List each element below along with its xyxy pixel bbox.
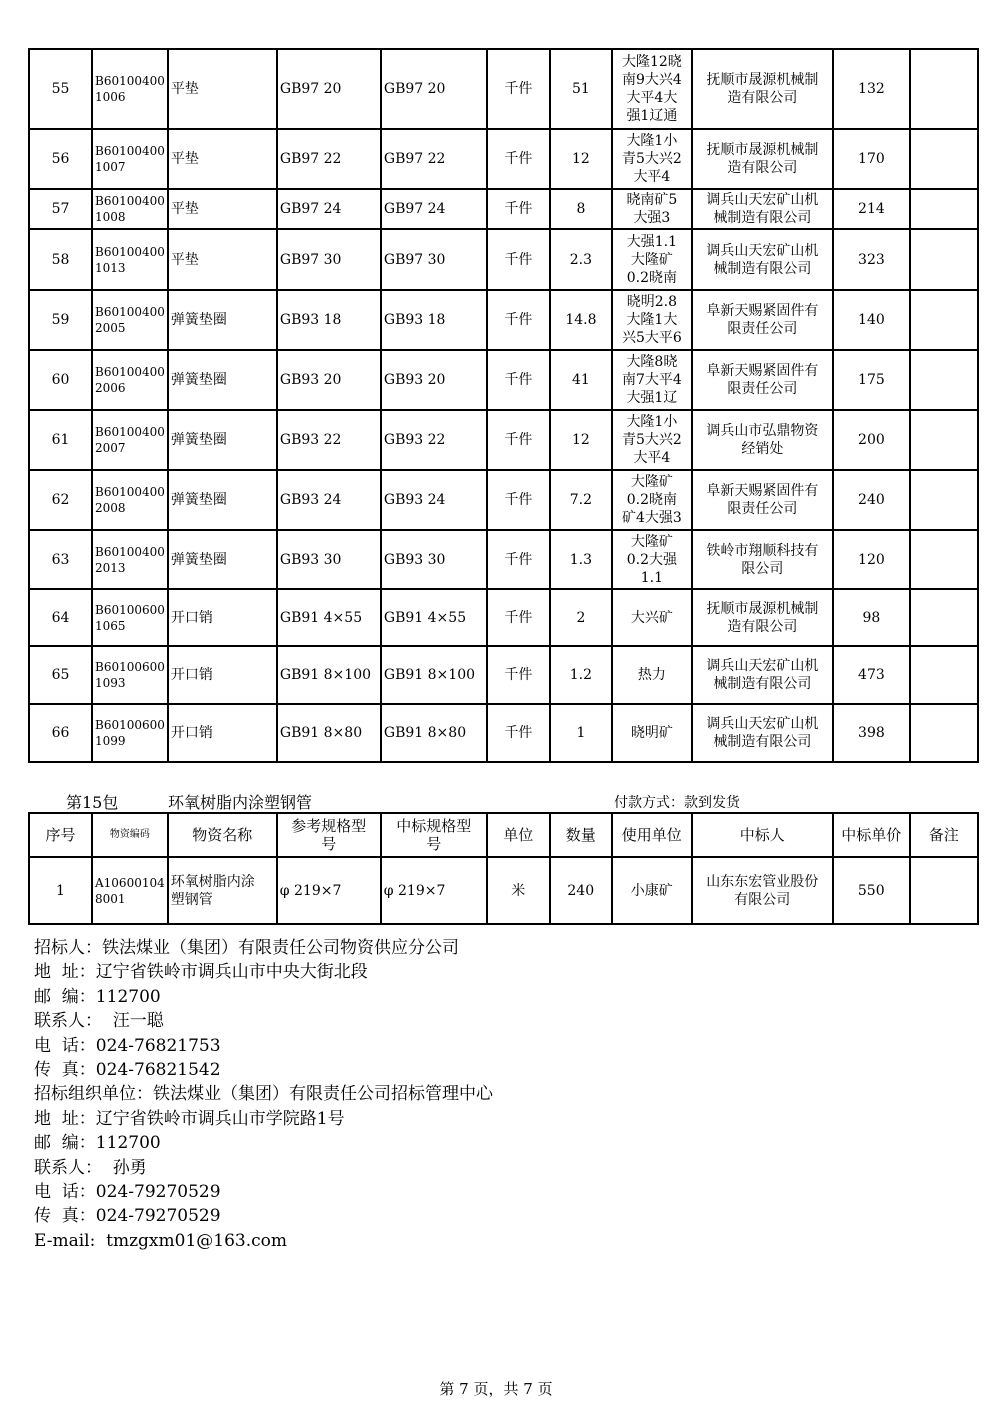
cell-unit: 千件 — [487, 530, 550, 589]
cell-ref: GB97 20 — [277, 49, 381, 129]
cell-note — [910, 470, 978, 530]
contact-line: 电 话：024-76821753 — [34, 1035, 221, 1056]
cell-unit: 千件 — [487, 410, 550, 470]
cell-unit: 千件 — [487, 350, 550, 410]
package-name: 环氧树脂内涂塑钢管 — [168, 793, 313, 812]
cell-name: 弹簧垫圈 — [168, 470, 277, 530]
cell-spec: GB91 8×80 — [381, 704, 487, 762]
cell-spec: GB97 22 — [381, 129, 487, 189]
cell-user: 小康矿 — [612, 857, 692, 924]
cell-spec: GB91 8×100 — [381, 646, 487, 704]
cell-qty: 12 — [550, 129, 612, 189]
payment-terms: 付款方式：款到发货 — [614, 795, 740, 811]
contact-line: 地 址：辽宁省铁岭市调兵山市学院路1号 — [34, 1108, 345, 1129]
table-row — [29, 290, 978, 350]
cell-price: 170 — [833, 129, 910, 189]
cell-user: 大强1.1 大隆矿 0.2晓南 — [612, 229, 692, 290]
cell-user: 大隆1小 青5大兴2 大平4 — [612, 129, 692, 189]
cell-no: 61 — [29, 410, 92, 470]
cell-note — [910, 857, 978, 924]
cell-user: 大隆矿 0.2大强 1.1 — [612, 530, 692, 589]
cell-name: 平垫 — [168, 49, 277, 129]
cell-ref: GB91 8×80 — [277, 704, 381, 762]
cell-price: 132 — [833, 49, 910, 129]
table-row — [29, 129, 978, 189]
cell-spec: GB97 20 — [381, 49, 487, 129]
cell-winner: 抚顺市晟源机械制 造有限公司 — [692, 49, 833, 129]
cell-ref: GB93 22 — [277, 410, 381, 470]
cell-spec: GB97 30 — [381, 229, 487, 290]
cell-user: 热力 — [612, 646, 692, 704]
table-row — [29, 49, 978, 129]
cell-user: 晓明矿 — [612, 704, 692, 762]
cell-code: B60100400 2007 — [92, 410, 168, 470]
contact-line: 传 真：024-76821542 — [34, 1060, 221, 1081]
cell-name: 平垫 — [168, 129, 277, 189]
cell-note — [910, 350, 978, 410]
cell-note — [910, 410, 978, 470]
cell-winner: 调兵山市弘鼎物资 经销处 — [692, 410, 833, 470]
cell-winner: 调兵山天宏矿山机 械制造有限公司 — [692, 646, 833, 704]
cell-qty: 51 — [550, 49, 612, 129]
cell-ref: GB93 20 — [277, 350, 381, 410]
cell-unit: 千件 — [487, 189, 550, 229]
cell-user: 晓南矿5 大强3 — [612, 189, 692, 229]
cell-price: 550 — [833, 857, 910, 924]
cell-code: B60100400 1006 — [92, 49, 168, 129]
header-spec: 中标规格型 号 — [381, 813, 487, 857]
cell-winner: 铁岭市翔顺科技有 限公司 — [692, 530, 833, 589]
cell-name: 弹簧垫圈 — [168, 350, 277, 410]
cell-code: B60100400 2005 — [92, 290, 168, 350]
cell-name: 开口销 — [168, 704, 277, 762]
table-header-row — [29, 813, 978, 857]
cell-name: 开口销 — [168, 589, 277, 646]
cell-unit: 千件 — [487, 229, 550, 290]
cell-no: 66 — [29, 704, 92, 762]
cell-code: B60100600 1065 — [92, 589, 168, 646]
cell-price: 240 — [833, 470, 910, 530]
table-row — [29, 530, 978, 589]
cell-user: 大隆矿 0.2晓南 矿4大强3 — [612, 470, 692, 530]
cell-spec: φ 219×7 — [381, 857, 487, 924]
cell-ref: GB97 24 — [277, 189, 381, 229]
cell-ref: GB93 24 — [277, 470, 381, 530]
cell-winner: 抚顺市晟源机械制 造有限公司 — [692, 129, 833, 189]
cell-winner: 调兵山天宏矿山机 械制造有限公司 — [692, 189, 833, 229]
bid-table-main — [28, 48, 979, 763]
cell-user: 大兴矿 — [612, 589, 692, 646]
cell-spec: GB93 22 — [381, 410, 487, 470]
cell-unit: 千件 — [487, 470, 550, 530]
cell-note — [910, 49, 978, 129]
cell-note — [910, 646, 978, 704]
contact-line: 邮 编：112700 — [34, 986, 161, 1007]
cell-qty: 2.3 — [550, 229, 612, 290]
cell-unit: 千件 — [487, 290, 550, 350]
cell-qty: 8 — [550, 189, 612, 229]
cell-qty: 1.2 — [550, 646, 612, 704]
cell-spec: GB97 24 — [381, 189, 487, 229]
cell-unit: 千件 — [487, 646, 550, 704]
cell-user: 大隆1小 青5大兴2 大平4 — [612, 410, 692, 470]
cell-winner: 阜新天赐紧固件有 限责任公司 — [692, 290, 833, 350]
table-row — [29, 189, 978, 229]
cell-name: 弹簧垫圈 — [168, 410, 277, 470]
contact-line: 招标组织单位：铁法煤业（集团）有限责任公司招标管理中心 — [34, 1084, 493, 1105]
contact-line: 电 话：024-79270529 — [34, 1182, 221, 1203]
cell-code: B60100400 1013 — [92, 229, 168, 290]
cell-code: B60100400 2006 — [92, 350, 168, 410]
cell-winner: 阜新天赐紧固件有 限责任公司 — [692, 350, 833, 410]
cell-code: B60100600 1099 — [92, 704, 168, 762]
table-row — [29, 229, 978, 290]
cell-price: 200 — [833, 410, 910, 470]
table-row — [29, 350, 978, 410]
contact-info — [34, 936, 493, 1253]
header-unit: 单位 — [487, 813, 550, 857]
cell-qty: 41 — [550, 350, 612, 410]
package-header — [28, 790, 976, 812]
cell-no: 62 — [29, 470, 92, 530]
cell-qty: 7.2 — [550, 470, 612, 530]
cell-code: B60100400 2013 — [92, 530, 168, 589]
bid-table-package-15 — [28, 812, 979, 925]
header-name: 物资名称 — [168, 813, 277, 857]
cell-user: 大隆8晓 南7大平4 大强1辽 — [612, 350, 692, 410]
cell-name: 平垫 — [168, 189, 277, 229]
contact-line: 传 真：024-79270529 — [34, 1206, 221, 1227]
cell-qty: 1 — [550, 704, 612, 762]
page-number: 第 7 页，共 7 页 — [439, 1380, 553, 1398]
cell-note — [910, 129, 978, 189]
table-row — [29, 857, 978, 924]
cell-ref: GB97 22 — [277, 129, 381, 189]
cell-name: 弹簧垫圈 — [168, 290, 277, 350]
cell-note — [910, 530, 978, 589]
cell-qty: 1.3 — [550, 530, 612, 589]
cell-price: 323 — [833, 229, 910, 290]
cell-unit: 千件 — [487, 49, 550, 129]
cell-price: 398 — [833, 704, 910, 762]
cell-qty: 12 — [550, 410, 612, 470]
contact-line: 联系人： 孙勇 — [34, 1157, 147, 1178]
cell-note — [910, 704, 978, 762]
cell-no: 55 — [29, 49, 92, 129]
header-code: 物资编码 — [92, 813, 168, 857]
header-qty: 数量 — [550, 813, 612, 857]
cell-no: 56 — [29, 129, 92, 189]
cell-price: 175 — [833, 350, 910, 410]
contact-line: E-mail: tmzgxm01@163.com — [34, 1230, 287, 1251]
cell-price: 214 — [833, 189, 910, 229]
cell-price: 120 — [833, 530, 910, 589]
header-user: 使用单位 — [612, 813, 692, 857]
cell-ref: GB91 4×55 — [277, 589, 381, 646]
cell-no: 58 — [29, 229, 92, 290]
cell-user: 大隆12晓 南9大兴4 大平4大 强1辽通 — [612, 49, 692, 129]
header-price: 中标单价 — [833, 813, 910, 857]
contact-line: 邮 编：112700 — [34, 1133, 161, 1154]
cell-spec: GB91 4×55 — [381, 589, 487, 646]
cell-note — [910, 189, 978, 229]
cell-note — [910, 290, 978, 350]
cell-price: 473 — [833, 646, 910, 704]
cell-price: 98 — [833, 589, 910, 646]
cell-winner: 调兵山天宏矿山机 械制造有限公司 — [692, 229, 833, 290]
table-row — [29, 470, 978, 530]
cell-winner: 阜新天赐紧固件有 限责任公司 — [692, 470, 833, 530]
cell-user: 晓明2.8 大隆1大 兴5大平6 — [612, 290, 692, 350]
header-no: 序号 — [29, 813, 92, 857]
contact-line: 联系人： 汪一聪 — [34, 1011, 164, 1032]
cell-unit: 米 — [487, 857, 550, 924]
cell-code: A10600104 8001 — [92, 857, 168, 924]
cell-ref: GB93 30 — [277, 530, 381, 589]
cell-unit: 千件 — [487, 129, 550, 189]
table-row — [29, 589, 978, 646]
cell-spec: GB93 18 — [381, 290, 487, 350]
cell-code: B60100400 1007 — [92, 129, 168, 189]
cell-note — [910, 589, 978, 646]
cell-name: 开口销 — [168, 646, 277, 704]
cell-no: 57 — [29, 189, 92, 229]
cell-ref: GB91 8×100 — [277, 646, 381, 704]
cell-spec: GB93 20 — [381, 350, 487, 410]
cell-unit: 千件 — [487, 704, 550, 762]
cell-ref: GB93 18 — [277, 290, 381, 350]
cell-qty: 240 — [550, 857, 612, 924]
cell-spec: GB93 24 — [381, 470, 487, 530]
table-row — [29, 646, 978, 704]
cell-ref: φ 219×7 — [277, 857, 381, 924]
cell-name: 环氧树脂内涂 塑钢管 — [168, 857, 277, 924]
cell-no: 64 — [29, 589, 92, 646]
cell-no: 65 — [29, 646, 92, 704]
contact-line: 招标人：铁法煤业（集团）有限责任公司物资供应分公司 — [34, 938, 459, 958]
cell-winner: 调兵山天宏矿山机 械制造有限公司 — [692, 704, 833, 762]
header-note: 备注 — [910, 813, 978, 857]
cell-no: 60 — [29, 350, 92, 410]
cell-no: 1 — [29, 857, 92, 924]
cell-qty: 14.8 — [550, 290, 612, 350]
cell-winner: 抚顺市晟源机械制 造有限公司 — [692, 589, 833, 646]
contact-line: 地 址：辽宁省铁岭市调兵山市中央大街北段 — [34, 962, 368, 983]
cell-spec: GB93 30 — [381, 530, 487, 589]
cell-ref: GB97 30 — [277, 229, 381, 290]
cell-winner: 山东东宏管业股份 有限公司 — [692, 857, 833, 924]
cell-name: 平垫 — [168, 229, 277, 290]
cell-qty: 2 — [550, 589, 612, 646]
package-number: 第15包 — [66, 793, 119, 812]
header-winner: 中标人 — [692, 813, 833, 857]
cell-no: 59 — [29, 290, 92, 350]
header-ref: 参考规格型 号 — [277, 813, 381, 857]
cell-price: 140 — [833, 290, 910, 350]
cell-note — [910, 229, 978, 290]
table-row — [29, 704, 978, 762]
cell-code: B60100400 2008 — [92, 470, 168, 530]
cell-no: 63 — [29, 530, 92, 589]
cell-code: B60100400 1008 — [92, 189, 168, 229]
cell-name: 弹簧垫圈 — [168, 530, 277, 589]
table-row — [29, 410, 978, 470]
cell-code: B60100600 1093 — [92, 646, 168, 704]
cell-unit: 千件 — [487, 589, 550, 646]
